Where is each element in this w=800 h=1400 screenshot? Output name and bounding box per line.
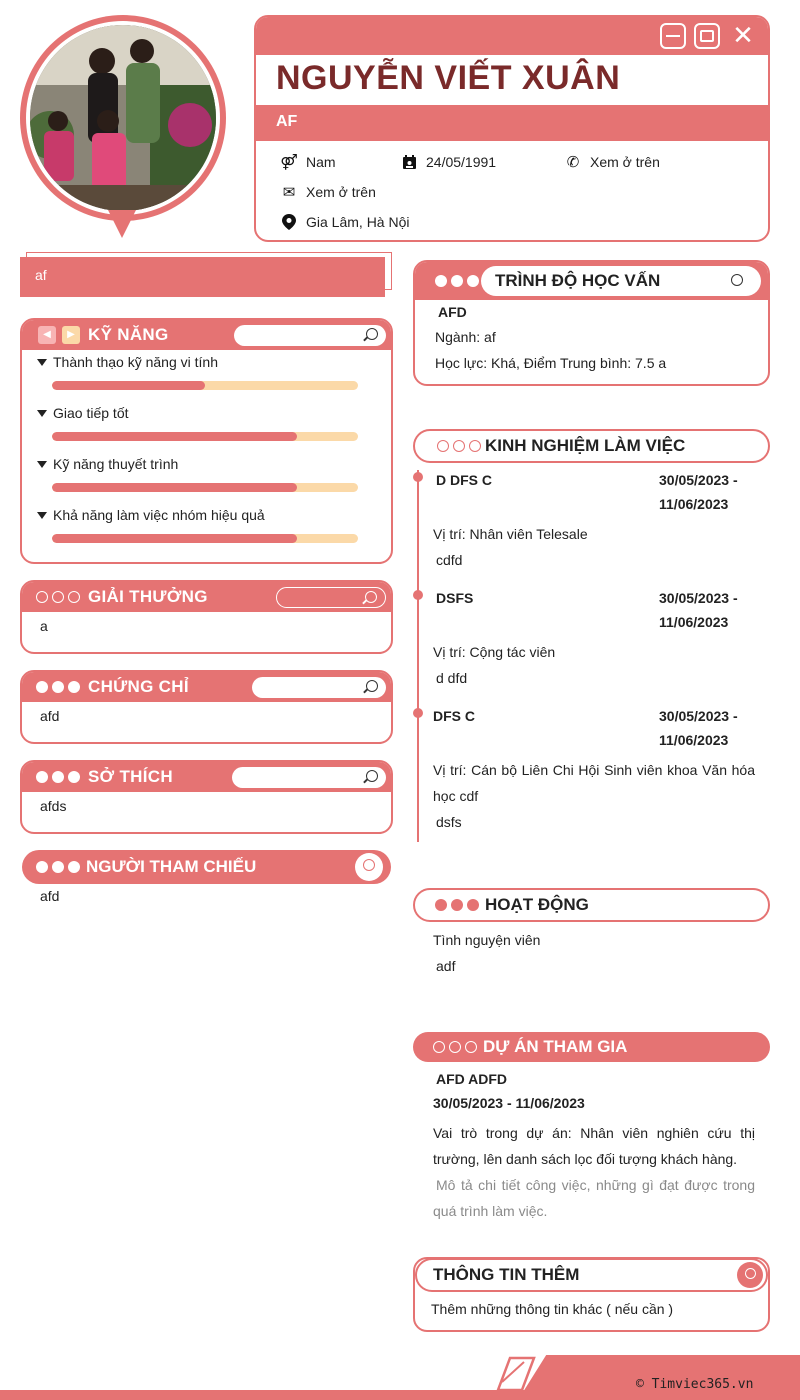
extra-info-section (413, 1257, 770, 1332)
hobbies-section (20, 760, 393, 834)
search-icon (365, 591, 377, 603)
education-header (415, 262, 768, 300)
timeline-dot (413, 472, 423, 482)
location-pin-icon (280, 213, 298, 231)
mail-icon: ✉ (282, 184, 296, 201)
skill-label: Giao tiếp tốt (53, 405, 129, 421)
email-value: Xem ở trên (306, 184, 376, 200)
avatar-image (30, 25, 216, 211)
education-grade[interactable]: Học lực: Khá, Điểm Trung bình: 7.5 a (435, 355, 667, 371)
dots-icon (433, 1041, 477, 1053)
avatar-frame (20, 15, 226, 221)
activities-role[interactable]: Tình nguyện viên (433, 932, 541, 948)
awards-header (22, 582, 391, 612)
experience-date-start[interactable]: 30/05/2023 - (659, 708, 738, 724)
experience-position[interactable]: Vị trí: Nhân viên Telesale (433, 526, 588, 542)
skill-item[interactable] (37, 456, 178, 472)
experience-company[interactable]: DSFS (436, 590, 474, 606)
experience-title: KINH NGHIỆM LÀM VIỆC (485, 436, 686, 455)
phone-icon: ✆ (566, 154, 580, 171)
phone-field[interactable] (564, 153, 660, 171)
experience-date-end[interactable]: 11/06/2023 (659, 614, 729, 630)
hobbies-title: SỞ THÍCH (88, 767, 173, 786)
skills-title: KỸ NĂNG (88, 325, 169, 344)
footer-logo-icon (496, 1356, 536, 1392)
candidate-role[interactable]: AF (276, 113, 298, 130)
references-search-button[interactable] (355, 853, 383, 881)
certificates-title: CHỨNG CHỈ (88, 677, 189, 696)
awards-section (20, 580, 393, 654)
dots-icon (435, 275, 479, 287)
experience-timeline (417, 470, 419, 842)
projects-title: DỰ ÁN THAM GIA (483, 1037, 628, 1056)
experience-position[interactable]: Vị trí: Cán bộ Liên Chi Hội Sinh viên khoa Văn hóa học cdf (433, 762, 755, 804)
references-header (22, 850, 391, 884)
skill-level-fill (52, 534, 297, 543)
caret-down-icon (37, 461, 47, 468)
extra-search-button[interactable] (737, 1262, 763, 1288)
caret-down-icon (37, 512, 47, 519)
gender-value: Nam (306, 154, 336, 170)
search-icon (366, 770, 378, 782)
experience-header (413, 429, 770, 463)
timeline-dot (413, 708, 423, 718)
skill-item[interactable] (37, 507, 265, 523)
skill-label: Thành thạo kỹ năng vi tính (53, 354, 218, 370)
project-role[interactable]: Vai trò trong dự án: Nhân viên nghiên cứu thị trường, lên danh sách lọc đối tượng khách hàng. (433, 1125, 755, 1167)
experience-description[interactable]: d dfd (436, 670, 468, 686)
activities-desc[interactable]: adf (436, 958, 456, 974)
extra-info-header (415, 1258, 768, 1292)
education-title: TRÌNH ĐỘ HỌC VẤN (495, 271, 661, 290)
skill-label: Kỹ năng thuyết trình (53, 456, 179, 472)
skills-header (22, 320, 391, 350)
caret-down-icon (37, 359, 47, 366)
projects-header (413, 1032, 770, 1062)
extra-info-text[interactable]: Thêm những thông tin khác ( nếu cần ) (431, 1301, 674, 1317)
dots-icon (36, 591, 80, 603)
close-icon[interactable]: ✕ (732, 20, 754, 50)
activities-title: HOẠT ĐỘNG (485, 895, 589, 914)
dots-icon (435, 899, 479, 911)
search-icon (363, 859, 375, 871)
gender-field[interactable] (280, 153, 336, 171)
experience-date-end[interactable]: 11/06/2023 (659, 732, 729, 748)
minimize-icon[interactable] (660, 23, 686, 49)
project-date[interactable]: 30/05/2023 - 11/06/2023 (433, 1095, 585, 1111)
activities-header (413, 888, 770, 922)
extra-info-title: THÔNG TIN THÊM (433, 1265, 580, 1284)
phone-value: Xem ở trên (590, 154, 660, 170)
experience-company[interactable]: DFS C (433, 708, 475, 724)
caret-down-icon (37, 410, 47, 417)
certificates-header (22, 672, 391, 702)
project-name[interactable]: AFD ADFD (436, 1071, 508, 1087)
experience-position[interactable]: Vị trí: Cộng tác viên (433, 644, 556, 660)
birthday-value: 24/05/1991 (426, 154, 497, 170)
arrow-right-icon[interactable]: ▶ (62, 326, 80, 344)
search-icon (366, 680, 378, 692)
awards-text[interactable]: a (40, 618, 48, 634)
experience-description[interactable]: dsfs (436, 814, 462, 830)
certificates-section (20, 670, 393, 744)
arrow-left-icon[interactable]: ◀ (38, 326, 56, 344)
hobbies-search[interactable] (232, 767, 386, 788)
hobbies-header (22, 762, 391, 792)
address-field[interactable] (280, 213, 409, 231)
calendar-icon (400, 153, 418, 171)
hobbies-text[interactable]: afds (40, 798, 67, 814)
references-title: NGƯỜI THAM CHIẾU (86, 857, 257, 876)
education-title-pill[interactable] (481, 266, 761, 296)
skill-level-bar[interactable] (52, 483, 358, 492)
experience-date-start[interactable]: 30/05/2023 - (659, 472, 738, 488)
timeline-dot (413, 590, 423, 600)
avatar[interactable] (30, 25, 216, 211)
gender-icon: ⚤ (280, 154, 298, 171)
search-icon (366, 328, 378, 340)
address-value: Gia Lâm, Hà Nội (306, 214, 410, 230)
experience-company[interactable]: D DFS C (436, 472, 492, 488)
awards-search[interactable] (276, 587, 386, 608)
search-icon (745, 1268, 756, 1279)
experience-date-end[interactable]: 11/06/2023 (659, 496, 729, 512)
education-school[interactable]: AFD (438, 304, 467, 320)
skill-item[interactable] (37, 354, 218, 370)
skill-level-bar[interactable] (52, 534, 358, 543)
skill-level-fill (52, 381, 205, 390)
dots-icon (36, 681, 80, 693)
project-description-placeholder[interactable]: Mô tả chi tiết công việc, những gì đạt được trong quá trình làm việc. (433, 1177, 755, 1219)
footer-brand[interactable]: © Timviec365.vn (636, 1377, 754, 1392)
education-major[interactable]: Ngành: af (435, 329, 496, 345)
profile-header (254, 15, 770, 242)
avatar-pointer (108, 210, 136, 238)
skill-item[interactable] (37, 405, 129, 421)
references-text[interactable]: afd (40, 888, 60, 904)
awards-title: GIẢI THƯỞNG (88, 587, 208, 606)
experience-description[interactable]: cdfd (436, 552, 463, 568)
certificates-text[interactable]: afd (40, 708, 60, 724)
certificates-search[interactable] (252, 677, 386, 698)
email-field[interactable] (280, 183, 376, 201)
career-summary[interactable]: af (20, 257, 385, 297)
maximize-icon[interactable] (694, 23, 720, 49)
header-top-bar (256, 17, 768, 55)
skills-search[interactable] (234, 325, 386, 346)
dots-icon (36, 861, 80, 873)
skill-level-fill (52, 483, 297, 492)
role-bar (256, 105, 768, 141)
birthday-field[interactable] (400, 153, 496, 171)
experience-date-start[interactable]: 30/05/2023 - (659, 590, 738, 606)
skill-level-bar[interactable] (52, 432, 358, 441)
candidate-name[interactable]: NGUYỄN VIẾT XUÂN (276, 59, 621, 97)
dots-icon (437, 440, 481, 452)
skill-level-fill (52, 432, 297, 441)
skill-level-bar[interactable] (52, 381, 358, 390)
skill-label: Khả năng làm việc nhóm hiệu quả (53, 507, 265, 523)
dots-icon (36, 771, 80, 783)
search-icon (731, 274, 743, 286)
